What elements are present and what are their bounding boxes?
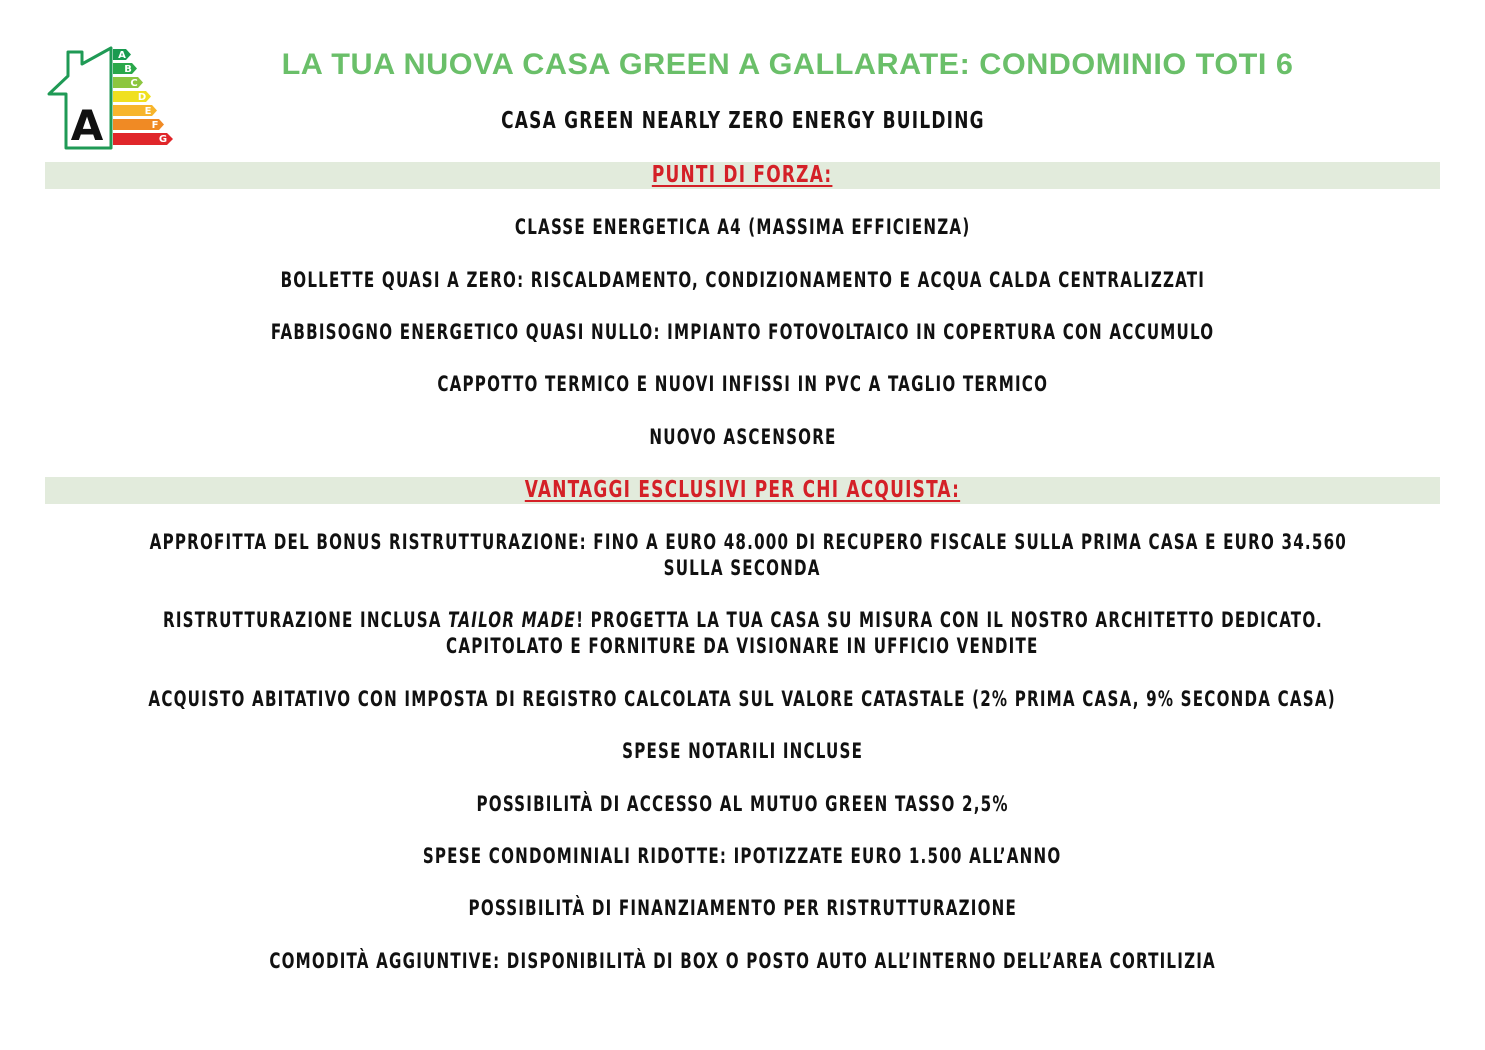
- item-text: SPESE CONDOMINIALI RIDOTTE: IPOTIZZATE EURO 1.500 ALL’ANNO: [423, 844, 1062, 868]
- item-text: ACQUISTO ABITATIVO CON IMPOSTA DI REGISTRO CALCOLATA SUL VALORE CATASTALE (2% PRIMA CASA, 9% SECONDA CASA): [148, 687, 1337, 711]
- svg-text:E: E: [144, 106, 152, 117]
- list-item: [0, 948, 1485, 974]
- item-text: BOLLETTE QUASI A ZERO: RISCALDAMENTO, CONDIZIONAMENTO E ACQUA CALDA CENTRALIZZATI: [280, 268, 1205, 292]
- item-text: SPESE NOTARILI INCLUSE: [621, 739, 863, 763]
- section-header-punti-di-forza: [45, 162, 1440, 189]
- list-item: [0, 319, 1485, 345]
- list-item: [0, 214, 1485, 240]
- list-item: [0, 791, 1485, 817]
- list-item: [0, 738, 1485, 764]
- section-header-vantaggi-esclusivi: [45, 477, 1440, 504]
- svg-text:F: F: [151, 120, 159, 131]
- list-item: [0, 843, 1485, 869]
- list-item: [0, 686, 1485, 712]
- list-item: [0, 424, 1485, 450]
- list-item: [0, 371, 1485, 397]
- svg-text:A: A: [118, 50, 126, 61]
- svg-text:C: C: [130, 78, 138, 89]
- item-text: POSSIBILITÀ DI FINANZIAMENTO PER RISTRUTTURAZIONE: [468, 896, 1017, 920]
- section-heading: VANTAGGI ESCLUSIVI PER CHI ACQUISTA:: [524, 477, 961, 503]
- item-text: FABBISOGNO ENERGETICO QUASI NULLO: IMPIANTO FOTOVOLTAICO IN COPERTURA CON ACCUMULO: [270, 320, 1215, 344]
- svg-text:D: D: [137, 92, 147, 103]
- item-text: NUOVO ASCENSORE: [648, 425, 837, 449]
- item-text: CAPPOTTO TERMICO E NUOVI INFISSI IN PVC A TAGLIO TERMICO: [437, 372, 1048, 396]
- list-item: [0, 895, 1485, 921]
- item-text-pre: RISTRUTTURAZIONE INCLUSA: [162, 608, 448, 632]
- item-text-italic: TAILOR MADE: [447, 608, 576, 632]
- svg-text:B: B: [124, 64, 132, 75]
- page-subtitle: [0, 104, 1485, 138]
- item-text: APPROFITTA DEL BONUS RISTRUTTURAZIONE: FINO A EURO 48.000 DI RECUPERO FISCALE SULLA PRIMA CASA E EURO 34.560: [149, 530, 1348, 554]
- list-item-tailor-made: [0, 607, 1485, 659]
- item-text-post: ! PROGETTA LA TUA CASA SU MISURA CON IL NOSTRO ARCHITETTO DEDICATO.: [575, 608, 1323, 632]
- page-title: LA TUA NUOVA CASA GREEN A GALLARATE: CONDOMINIO TOTI 6: [281, 48, 1294, 81]
- list-item-bonus: [0, 529, 1485, 581]
- svg-text:A: A: [70, 101, 104, 150]
- item-text-continued: SULLA SECONDA: [663, 556, 822, 580]
- section-heading: PUNTI DI FORZA:: [652, 162, 833, 188]
- subtitle-text: CASA GREEN NEARLY ZERO ENERGY BUILDING: [500, 108, 985, 134]
- item-text: POSSIBILITÀ DI ACCESSO AL MUTUO GREEN TASSO 2,5%: [476, 792, 1009, 816]
- item-text-continued: CAPITOLATO E FORNITURE DA VISIONARE IN UFFICIO VENDITE: [446, 634, 1039, 658]
- svg-text:G: G: [158, 134, 168, 145]
- item-text: COMODITÀ AGGIUNTIVE: DISPONIBILITÀ DI BOX O POSTO AUTO ALL’INTERNO DELL’AREA CORTILIZIA: [269, 949, 1216, 973]
- list-item: [0, 267, 1485, 293]
- item-text: CLASSE ENERGETICA A4 (MASSIMA EFFICIENZA): [514, 215, 971, 239]
- item-text: [163, 607, 1323, 633]
